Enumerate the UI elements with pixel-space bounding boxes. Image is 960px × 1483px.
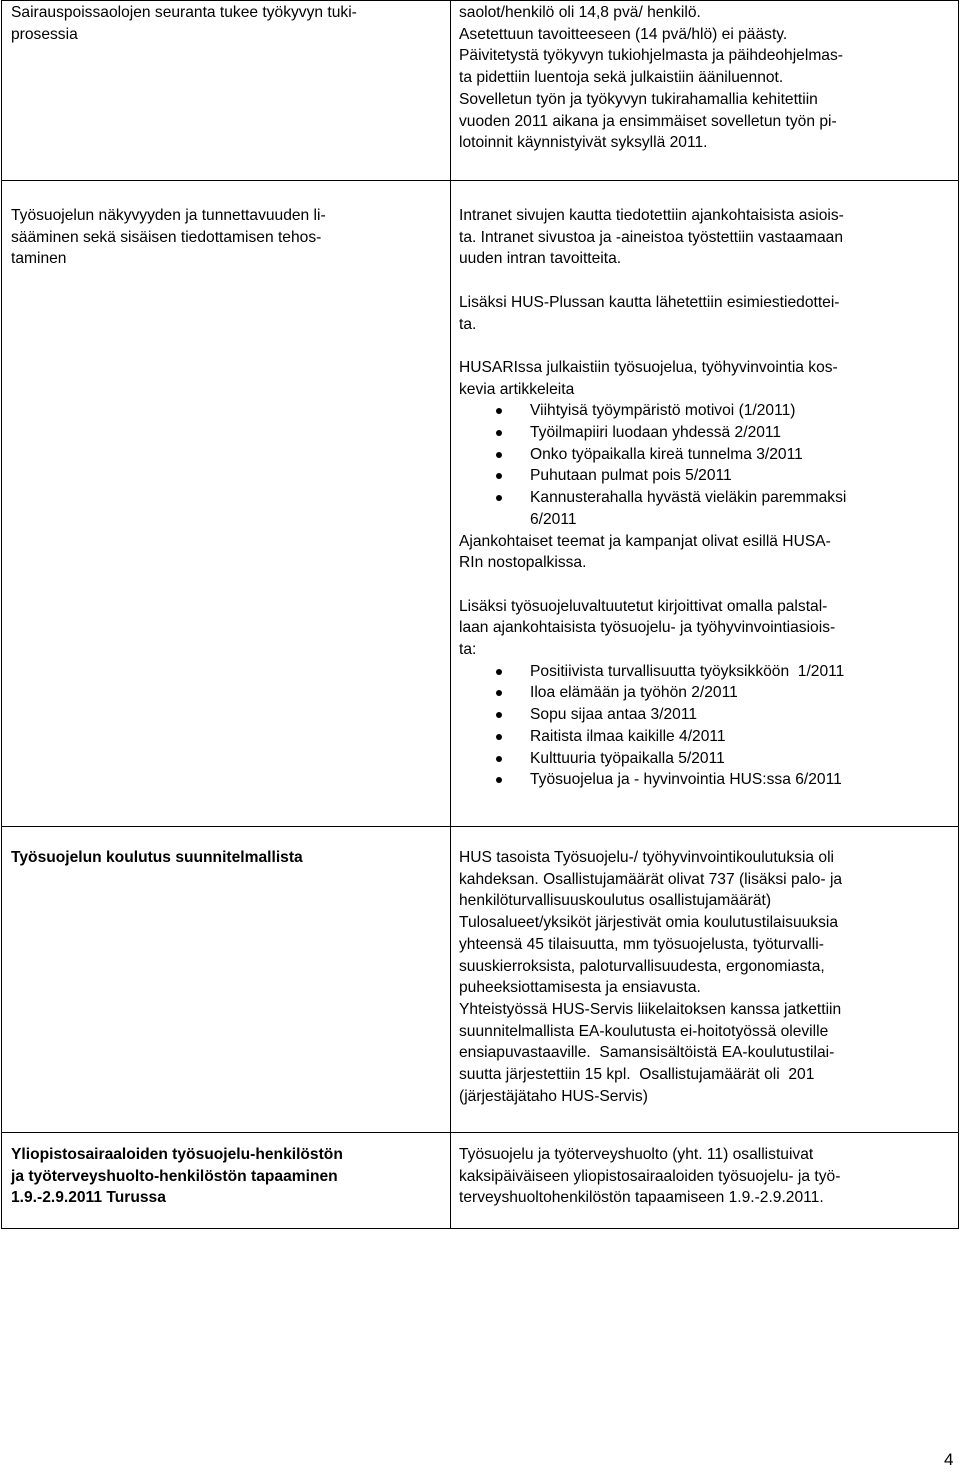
detail-cell <box>451 827 959 1133</box>
detail-line: Työsuojelu ja työterveyshuolto (yht. 11) osallistuivat <box>459 1146 814 1163</box>
bullet-icon <box>496 495 502 501</box>
topic-line: prosessia <box>11 25 78 43</box>
topic-cell <box>2 181 451 827</box>
list-item: Positiivista turvallisuutta työyksikköön 1/2011 <box>459 661 958 683</box>
topic-cell <box>2 1133 451 1229</box>
detail-line: (järjestäjätaho HUS-Servis) <box>459 1087 648 1105</box>
detail-line: puheeksiottamisesta ja ensiavusta. <box>459 979 701 997</box>
topic-line: 1.9.-2.9.2011 Turussa <box>11 1189 166 1207</box>
detail-line: Lisäksi työsuojeluvaltuutetut kirjoittivat omalla palstal- <box>459 597 828 615</box>
detail-line: Asetettuun tavoitteeseen (14 pvä/hlö) ei päästy. <box>459 25 788 43</box>
detail-line: saolot/henkilö oli 14,8 pvä/ henkilö. <box>459 4 701 21</box>
topic-line: sääminen sekä sisäisen tiedottamisen tehos- <box>11 228 322 246</box>
topic-line: Työsuojelun koulutus suunnitelmallista <box>11 849 303 866</box>
detail-line: laan ajankohtaisista työsuojelu- ja työhyvinvointiasiois- <box>459 619 836 637</box>
detail-line: suuskierroksista, paloturvallisuudesta, ergonomiasta, <box>459 957 825 975</box>
detail-line: terveyshuoltohenkilöstön tapaamiseen 1.9.-2.9.2011. <box>459 1189 824 1207</box>
list-item: Raitista ilmaa kaikille 4/2011 <box>459 726 958 748</box>
detail-line: Intranet sivujen kautta tiedotettiin ajankohtaisista asiois- <box>459 207 844 224</box>
bullet-icon <box>496 452 502 458</box>
detail-line: ta. <box>459 315 477 333</box>
bullet-icon <box>496 734 502 740</box>
detail-line: Tulosalueet/yksiköt järjestivät omia koulutustilaisuuksia <box>459 914 839 932</box>
bullet-icon <box>496 690 502 696</box>
topic-line: Yliopistosairaaloiden työsuojelu-henkilöstön <box>11 1146 343 1163</box>
table-row <box>2 1 959 181</box>
list-item: Puhutaan pulmat pois 5/2011 <box>459 465 958 487</box>
list-item: Kannusterahalla hyvästä vieläkin paremmaksi <box>459 487 958 509</box>
topic-cell <box>2 827 451 1133</box>
article-list <box>459 400 958 530</box>
detail-cell <box>451 1133 959 1229</box>
list-item: Työsuojelua ja - hyvinvointia HUS:ssa 6/2011 <box>459 769 958 791</box>
bullet-icon <box>496 712 502 718</box>
table-row <box>2 827 959 1133</box>
bullet-icon <box>496 669 502 675</box>
detail-line: yhteensä 45 tilaisuutta, mm työsuojelusta, työturvalli- <box>459 935 824 953</box>
detail-line: suutta järjestettiin 15 kpl. Osallistujamäärät oli 201 <box>459 1066 815 1084</box>
detail-line: ensiapuvastaaville. Samansisältöistä EA-koulutustilai- <box>459 1044 835 1062</box>
list-item: Viihtyisä työympäristö motivoi (1/2011) <box>459 400 958 422</box>
topic-line: taminen <box>11 250 67 268</box>
detail-line: henkilöturvallisuuskoulutus osallistujamäärät) <box>459 892 772 910</box>
table-row <box>2 181 959 827</box>
list-item: Onko työpaikalla kireä tunnelma 3/2011 <box>459 444 958 466</box>
report-table <box>1 0 959 1229</box>
detail-cell <box>451 181 959 827</box>
topic-line: Sairauspoissaolojen seuranta tukee työkyvyn tuki- <box>11 4 357 21</box>
detail-line: Yhteistyössä HUS-Servis liikelaitoksen kanssa jatkettiin <box>459 1000 842 1018</box>
bullet-icon <box>496 756 502 762</box>
bullet-icon <box>496 473 502 479</box>
detail-line: kaksipäiväiseen yliopistosairaaloiden työsuojelu- ja työ- <box>459 1167 841 1185</box>
list-item: Sopu sijaa antaa 3/2011 <box>459 704 958 726</box>
detail-line: ta. Intranet sivustoa ja -aineistoa työstettiin vastaamaan <box>459 228 843 246</box>
detail-line: kahdeksan. Osallistujamäärät olivat 737 (lisäksi palo- ja <box>459 870 843 888</box>
detail-line: RIn nostopalkissa. <box>459 554 587 572</box>
detail-line: Sovelletun työn ja työkyvyn tukirahamallia kehitettiin <box>459 90 818 108</box>
detail-line: ta pidettiin luentoja sekä julkaistiin ääniluennot. <box>459 69 784 87</box>
bullet-icon <box>496 408 502 414</box>
topic-line: Työsuojelun näkyvyyden ja tunnettavuuden li- <box>11 207 326 224</box>
detail-line: Ajankohtaiset teemat ja kampanjat olivat esillä HUSA- <box>459 532 831 550</box>
table-row <box>2 1133 959 1229</box>
list-item: Kulttuuria työpaikalla 5/2011 <box>459 748 958 770</box>
bullet-icon <box>496 430 502 436</box>
detail-line: kevia artikkeleita <box>459 380 575 398</box>
detail-line: uuden intran tavoitteita. <box>459 250 622 268</box>
detail-line: ta: <box>459 641 477 659</box>
list-item: Työilmapiiri luodaan yhdessä 2/2011 <box>459 422 958 444</box>
detail-line: Lisäksi HUS-Plussan kautta lähetettiin esimiestiedottei- <box>459 293 840 311</box>
detail-cell <box>451 1 959 181</box>
detail-line: suunnitelmallista EA-koulutusta ei-hoitotyössä oleville <box>459 1022 829 1040</box>
detail-line: HUS tasoista Työsuojelu-/ työhyvinvointikoulutuksia oli <box>459 849 835 866</box>
list-item-continuation: 6/2011 <box>530 510 577 528</box>
page-number: 4 <box>944 1450 954 1469</box>
detail-line: HUSARIssa julkaistiin työsuojelua, työhyvinvointia kos- <box>459 358 838 376</box>
topic-cell <box>2 1 451 181</box>
bullet-icon <box>496 777 502 783</box>
list-item: Iloa elämään ja työhön 2/2011 <box>459 682 958 704</box>
detail-line: vuoden 2011 aikana ja ensimmäiset sovelletun työn pi- <box>459 112 837 130</box>
topic-line: ja työterveyshuolto-henkilöstön tapaaminen <box>11 1167 338 1185</box>
detail-line: lotoinnit käynnistyivät syksyllä 2011. <box>459 134 708 152</box>
detail-line: Päivitetystä työkyvyn tukiohjelmasta ja päihdeohjelmas- <box>459 47 843 65</box>
column-list <box>459 661 958 791</box>
